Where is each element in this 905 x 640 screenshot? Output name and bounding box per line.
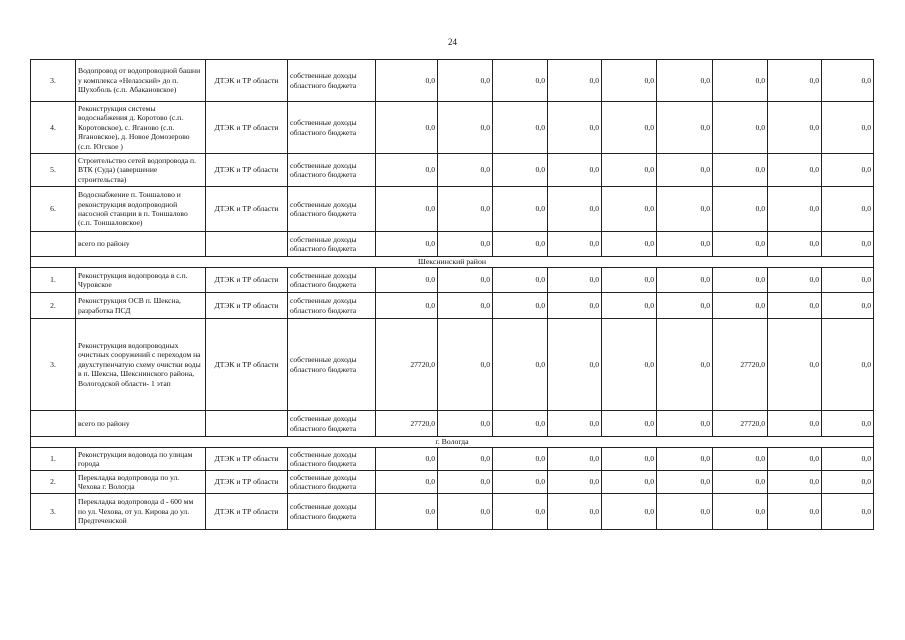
- amount-cell: 0,0: [548, 102, 602, 154]
- amount-cell: 0,0: [657, 411, 713, 437]
- amount-cell: 0,0: [822, 471, 874, 494]
- amount-cell: 0,0: [713, 268, 768, 293]
- amount-cell: 0,0: [713, 102, 768, 154]
- amount-cell: 0,0: [438, 448, 493, 471]
- amount-cell: 0,0: [376, 471, 438, 494]
- amount-cell: 0,0: [548, 268, 602, 293]
- amount-cell: 0,0: [657, 268, 713, 293]
- section-row: [31, 257, 874, 268]
- amount-cell: 0,0: [376, 448, 438, 471]
- executor: ДТЭК и ТР области: [206, 293, 288, 319]
- table-row: [31, 494, 874, 530]
- amount-cell: 0,0: [657, 293, 713, 319]
- amount-cell: 0,0: [438, 319, 493, 411]
- amount-cell: 0,0: [438, 60, 493, 102]
- executor: ДТЭК и ТР области: [206, 102, 288, 154]
- row-number: 5.: [31, 154, 76, 187]
- row-number: 3.: [31, 319, 76, 411]
- executor: ДТЭК и ТР области: [206, 471, 288, 494]
- row-number: 6.: [31, 187, 76, 232]
- amount-cell: 0,0: [493, 494, 548, 530]
- amount-cell: 0,0: [822, 448, 874, 471]
- page-number: 24: [448, 37, 457, 47]
- executor: ДТЭК и ТР области: [206, 60, 288, 102]
- table-row: [31, 471, 874, 494]
- funding-source: собственные доходы областного бюджета: [288, 187, 376, 232]
- funding-source: собственные доходы областного бюджета: [288, 154, 376, 187]
- amount-cell: 0,0: [548, 471, 602, 494]
- amount-cell: 0,0: [548, 319, 602, 411]
- executor: ДТЭК и ТР области: [206, 494, 288, 530]
- funding-source: собственные доходы областного бюджета: [288, 319, 376, 411]
- amount-cell: 0,0: [376, 268, 438, 293]
- amount-cell: 0,0: [822, 102, 874, 154]
- amount-cell: 0,0: [657, 60, 713, 102]
- table-row: [31, 448, 874, 471]
- amount-cell: 0,0: [768, 187, 822, 232]
- amount-cell: 0,0: [438, 187, 493, 232]
- amount-cell: 0,0: [602, 494, 657, 530]
- amount-cell: 0,0: [548, 187, 602, 232]
- table-row: [31, 268, 874, 293]
- amount-cell: 0,0: [768, 232, 822, 257]
- amount-cell: 0,0: [493, 154, 548, 187]
- amount-cell: 0,0: [602, 102, 657, 154]
- amount-cell: 0,0: [376, 187, 438, 232]
- amount-cell: 0,0: [602, 232, 657, 257]
- amount-cell: 0,0: [822, 293, 874, 319]
- project-name: Водоснабжение п. Тоншалово и реконструкция водопроводной насосной станции в п. Тоншалово (с.п. Тоншаловское): [76, 187, 206, 232]
- amount-cell: 0,0: [438, 293, 493, 319]
- amount-cell: 0,0: [657, 471, 713, 494]
- section-row: [31, 437, 874, 448]
- amount-cell: 0,0: [657, 102, 713, 154]
- funding-source: собственные доходы областного бюджета: [288, 293, 376, 319]
- amount-cell: 0,0: [768, 60, 822, 102]
- amount-cell: 0,0: [713, 494, 768, 530]
- table-row: [31, 60, 874, 102]
- amount-cell: 0,0: [602, 154, 657, 187]
- amount-cell: 0,0: [548, 448, 602, 471]
- table-row: [31, 293, 874, 319]
- executor: [206, 232, 288, 257]
- project-name: Перекладка водопровода по ул. Чехова г. Вологда: [76, 471, 206, 494]
- amount-cell: 0,0: [548, 154, 602, 187]
- project-name: Перекладка водопровода d - 600 мм по ул. Чехова, от ул. Кирова до ул. Предтеченской: [76, 494, 206, 530]
- amount-cell: 0,0: [768, 471, 822, 494]
- row-number: 4.: [31, 102, 76, 154]
- amount-cell: 0,0: [768, 268, 822, 293]
- amount-cell: 0,0: [822, 268, 874, 293]
- row-number: 3.: [31, 60, 76, 102]
- project-name: Водопровод от водопроводной башни у комплекса «Нелазский» до п. Шухоболь (с.п. Абакановское): [76, 60, 206, 102]
- amount-cell: 0,0: [493, 293, 548, 319]
- amount-cell: 0,0: [768, 154, 822, 187]
- project-name: всего по району: [76, 411, 206, 437]
- amount-cell: 0,0: [822, 232, 874, 257]
- amount-cell: 0,0: [657, 187, 713, 232]
- amount-cell: 27720,0: [376, 319, 438, 411]
- executor: ДТЭК и ТР области: [206, 187, 288, 232]
- funding-source: собственные доходы областного бюджета: [288, 471, 376, 494]
- amount-cell: 0,0: [602, 448, 657, 471]
- amount-cell: 0,0: [438, 494, 493, 530]
- amount-cell: 0,0: [493, 187, 548, 232]
- total-row: [31, 232, 874, 257]
- section-title: г. Вологда: [31, 437, 874, 448]
- budget-table: [30, 59, 874, 530]
- executor: ДТЭК и ТР области: [206, 154, 288, 187]
- table-body: [31, 60, 874, 530]
- amount-cell: 0,0: [602, 411, 657, 437]
- amount-cell: 0,0: [602, 187, 657, 232]
- funding-source: собственные доходы областного бюджета: [288, 411, 376, 437]
- amount-cell: 0,0: [376, 232, 438, 257]
- amount-cell: 0,0: [376, 154, 438, 187]
- project-name: Реконструкция ОСВ п. Шексна, разработка ПСД: [76, 293, 206, 319]
- project-name: всего по району: [76, 232, 206, 257]
- row-number: 2.: [31, 293, 76, 319]
- executor: [206, 411, 288, 437]
- amount-cell: 0,0: [822, 319, 874, 411]
- row-number: [31, 411, 76, 437]
- amount-cell: 0,0: [438, 471, 493, 494]
- project-name: Реконструкция водопроводных очистных сооружений с переходом на двухступенчатую схему очистки воды в п. Шексна, Шекснинского района, Вологодской области- 1 этап: [76, 319, 206, 411]
- amount-cell: 0,0: [822, 494, 874, 530]
- amount-cell: 0,0: [602, 60, 657, 102]
- project-name: Реконструкция системы водоснабжения д. Коротово (с.п. Коротовское), с. Яганово (с.п. Ягановское), д. Новое Домозерово (с.п. Югское ): [76, 102, 206, 154]
- amount-cell: 0,0: [376, 494, 438, 530]
- amount-cell: 0,0: [713, 187, 768, 232]
- amount-cell: 0,0: [493, 471, 548, 494]
- table-row: [31, 154, 874, 187]
- amount-cell: 0,0: [376, 60, 438, 102]
- amount-cell: 0,0: [768, 494, 822, 530]
- amount-cell: 0,0: [376, 102, 438, 154]
- amount-cell: 0,0: [376, 293, 438, 319]
- amount-cell: 0,0: [548, 411, 602, 437]
- amount-cell: 0,0: [822, 411, 874, 437]
- amount-cell: 0,0: [713, 293, 768, 319]
- amount-cell: 0,0: [438, 411, 493, 437]
- row-number: 1.: [31, 448, 76, 471]
- executor: ДТЭК и ТР области: [206, 319, 288, 411]
- funding-source: собственные доходы областного бюджета: [288, 448, 376, 471]
- row-number: 1.: [31, 268, 76, 293]
- amount-cell: 0,0: [657, 319, 713, 411]
- funding-source: собственные доходы областного бюджета: [288, 232, 376, 257]
- amount-cell: 0,0: [602, 319, 657, 411]
- amount-cell: 0,0: [493, 60, 548, 102]
- table-row: [31, 319, 874, 411]
- amount-cell: 0,0: [768, 293, 822, 319]
- amount-cell: 0,0: [548, 60, 602, 102]
- amount-cell: 27720,0: [713, 411, 768, 437]
- executor: ДТЭК и ТР области: [206, 268, 288, 293]
- amount-cell: 0,0: [822, 154, 874, 187]
- amount-cell: 0,0: [493, 411, 548, 437]
- amount-cell: 0,0: [602, 471, 657, 494]
- funding-source: собственные доходы областного бюджета: [288, 268, 376, 293]
- amount-cell: 0,0: [602, 293, 657, 319]
- amount-cell: 0,0: [713, 448, 768, 471]
- funding-source: собственные доходы областного бюджета: [288, 102, 376, 154]
- amount-cell: 0,0: [438, 232, 493, 257]
- amount-cell: 0,0: [493, 268, 548, 293]
- amount-cell: 0,0: [548, 232, 602, 257]
- amount-cell: 0,0: [768, 102, 822, 154]
- amount-cell: 0,0: [822, 187, 874, 232]
- row-number: [31, 232, 76, 257]
- amount-cell: 0,0: [657, 154, 713, 187]
- section-title: Шекснинский район: [31, 257, 874, 268]
- project-name: Строительство сетей водопровода п. ВТК (Суда) (завершение строительства): [76, 154, 206, 187]
- amount-cell: 0,0: [713, 154, 768, 187]
- amount-cell: 0,0: [657, 232, 713, 257]
- executor: ДТЭК и ТР области: [206, 448, 288, 471]
- amount-cell: 0,0: [493, 232, 548, 257]
- amount-cell: 0,0: [657, 494, 713, 530]
- amount-cell: 0,0: [493, 319, 548, 411]
- project-name: Реконструкция водовода по улицам города: [76, 448, 206, 471]
- amount-cell: 0,0: [438, 268, 493, 293]
- row-number: 2.: [31, 471, 76, 494]
- amount-cell: 0,0: [493, 448, 548, 471]
- amount-cell: 0,0: [713, 60, 768, 102]
- amount-cell: 0,0: [438, 102, 493, 154]
- amount-cell: 0,0: [602, 268, 657, 293]
- amount-cell: 0,0: [438, 154, 493, 187]
- amount-cell: 0,0: [657, 448, 713, 471]
- table-row: [31, 187, 874, 232]
- funding-source: собственные доходы областного бюджета: [288, 60, 376, 102]
- amount-cell: 0,0: [822, 60, 874, 102]
- project-name: Реконструкция водопровода в с.п. Чуровское: [76, 268, 206, 293]
- amount-cell: 0,0: [713, 232, 768, 257]
- table-row: [31, 102, 874, 154]
- amount-cell: 0,0: [768, 319, 822, 411]
- amount-cell: 0,0: [493, 102, 548, 154]
- amount-cell: 0,0: [548, 494, 602, 530]
- amount-cell: 0,0: [548, 293, 602, 319]
- row-number: 3.: [31, 494, 76, 530]
- amount-cell: 0,0: [768, 411, 822, 437]
- amount-cell: 27720,0: [376, 411, 438, 437]
- funding-source: собственные доходы областного бюджета: [288, 494, 376, 530]
- total-row: [31, 411, 874, 437]
- amount-cell: 27720,0: [713, 319, 768, 411]
- amount-cell: 0,0: [768, 448, 822, 471]
- amount-cell: 0,0: [713, 471, 768, 494]
